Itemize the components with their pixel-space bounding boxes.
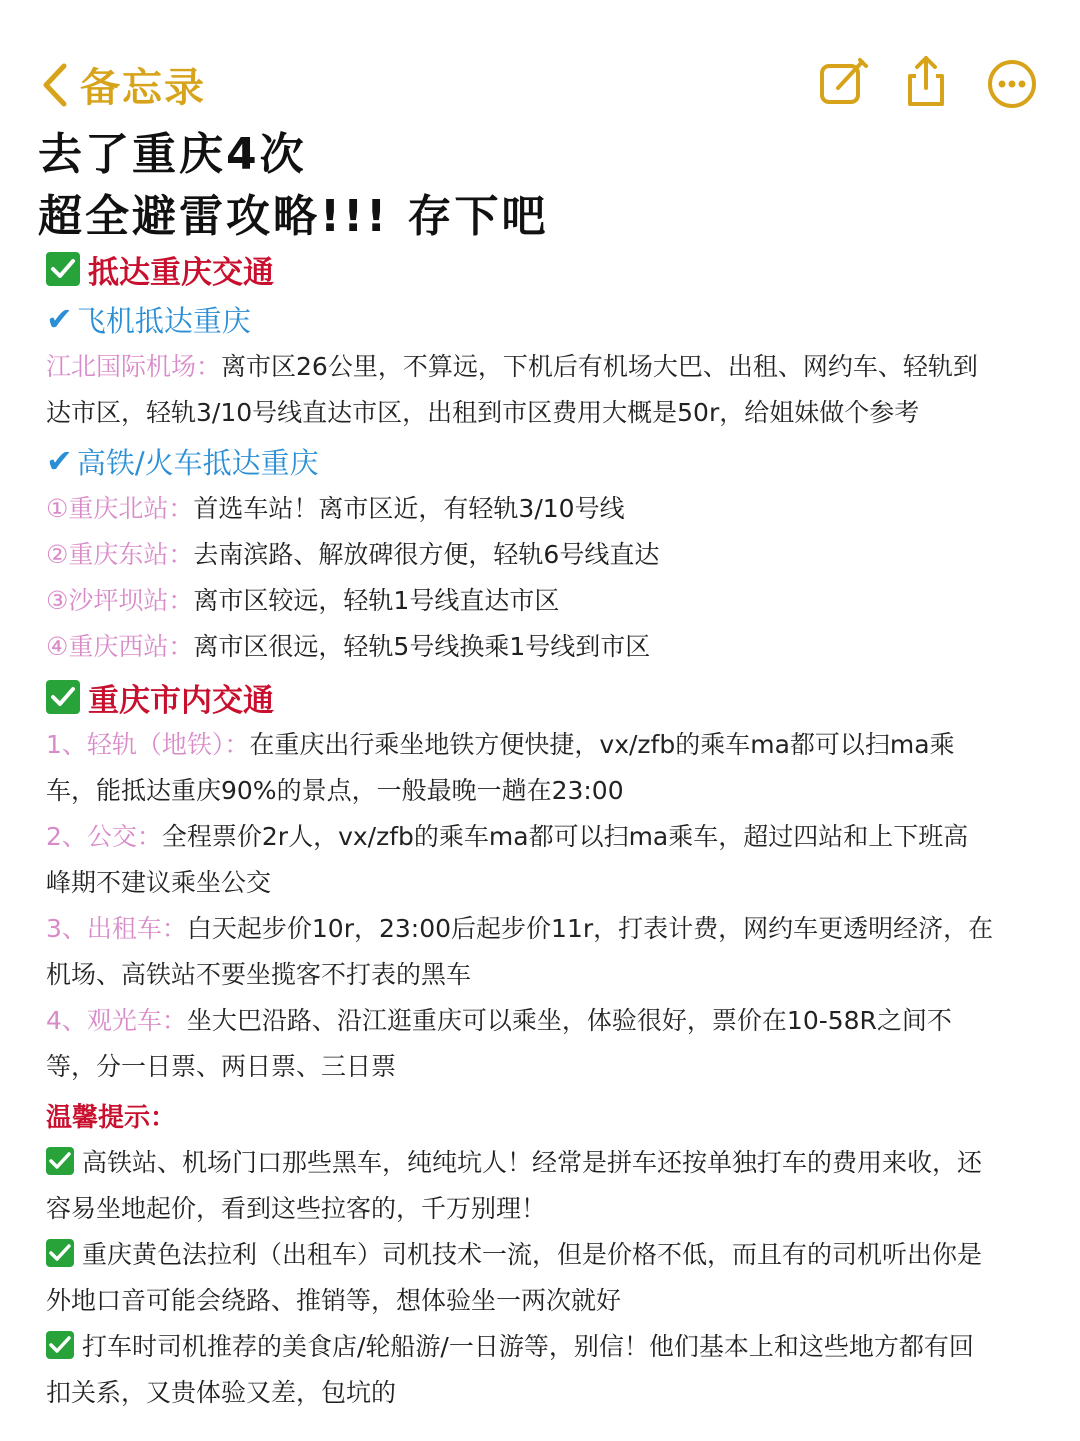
share-icon[interactable] (898, 54, 954, 110)
sub-heading-train: ✔ 高铁/火车抵达重庆 (46, 442, 319, 480)
station-item: ①重庆北站： 首选车站！离市区近，有轻轨3/10号线 (46, 494, 625, 523)
section-heading-arrival: 抵达重庆交通 (46, 244, 1046, 294)
blue-check-icon: ✔ (46, 300, 73, 338)
blue-check-icon: ✔ (46, 442, 73, 480)
transport-item-cont: 车，能抵达重庆90%的景点，一般最晚一趟在23:00 (46, 776, 624, 805)
tip-item-cont: 扣关系，又贵体验又差，包坑的 (46, 1378, 397, 1407)
transport-item: 2、公交：全程票价2r人，vx/zfb的乘车ma都可以扫ma乘车，超过四站和上下班高 (46, 822, 969, 851)
green-check-icon (46, 1239, 74, 1267)
tip-item-cont: 外地口音可能会绕路、推销等，想体验坐一两次就好 (46, 1286, 622, 1315)
transport-item-cont: 机场、高铁站不要坐揽客不打表的黑车 (46, 960, 472, 989)
compose-icon[interactable] (816, 54, 872, 110)
tips-heading: 温馨提示： (46, 1102, 177, 1133)
back-button[interactable] (40, 56, 206, 113)
station-item: ④重庆西站： 离市区很远，轻轨5号线换乘1号线到市区 (46, 632, 651, 661)
transport-item: 1、轻轨（地铁）：在重庆出行乘坐地铁方便快捷，vx/zfb的乘车ma都可以扫ma乘 (46, 730, 955, 759)
note-body (46, 244, 1046, 1416)
tip-item: 重庆黄色法拉利（出租车）司机技术一流，但是价格不低，而且有的司机听出你是 (46, 1232, 1046, 1278)
tip-item: 高铁站、机场门口那些黑车，纯纯坑人！经常是拼车还按单独打车的费用来收，还 (46, 1140, 1046, 1186)
tip-item: 打车时司机推荐的美食店/轮船游/一日游等，别信！他们基本上和这些地方都有回 (46, 1324, 1046, 1370)
top-toolbar (0, 48, 1080, 124)
green-check-icon (46, 1147, 74, 1175)
green-check-icon (46, 1331, 74, 1359)
transport-item-cont: 峰期不建议乘坐公交 (46, 868, 272, 897)
section-heading-city: 重庆市内交通 (46, 672, 1046, 722)
paragraph-airport: 江北国际机场：离市区26公里，不算远，下机后有机场大巴、出租、网约车、轻轨到 (46, 352, 978, 381)
transport-item-cont: 等，分一日票、两日票、三日票 (46, 1052, 397, 1081)
chevron-left-icon (40, 62, 70, 108)
tip-item-cont: 容易坐地起价，看到这些拉客的，千万别理！ (46, 1194, 547, 1223)
sub-heading-plane: ✔ 飞机抵达重庆 (46, 300, 251, 338)
station-item: ②重庆东站： 去南滨路、解放碑很方便，轻轨6号线直达 (46, 540, 660, 569)
green-check-icon (46, 252, 80, 286)
transport-item: 4、观光车：坐大巴沿路、沿江逛重庆可以乘坐，体验很好，票价在10-58R之间不 (46, 1006, 952, 1035)
back-label: 备忘录 (80, 65, 206, 111)
transport-item: 3、出租车：白天起步价10r，23:00后起步价11r，打表计费，网约车更透明经济，在 (46, 914, 994, 943)
note-title-line-2: 超全避雷攻略!!! 存下吧 (38, 191, 549, 242)
more-icon[interactable] (984, 54, 1040, 110)
note-title-line-1: 去了重庆4次 (38, 129, 307, 180)
green-check-icon (46, 680, 80, 714)
station-item: ③沙坪坝站： 离市区较远，轻轨1号线直达市区 (46, 586, 560, 615)
paragraph-airport-cont: 达市区，轻轨3/10号线直达市区，出租到市区费用大概是50r，给姐妹做个参考 (46, 398, 920, 427)
